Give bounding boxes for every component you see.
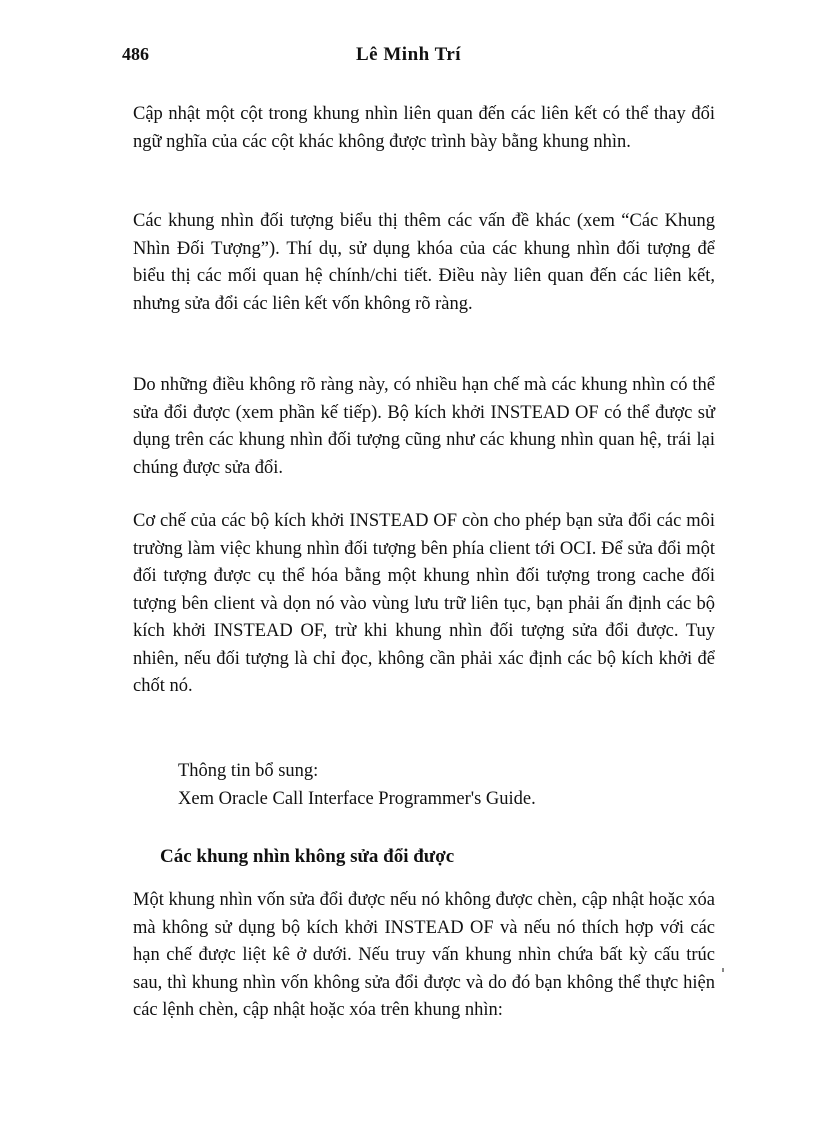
paragraph-2 — [133, 208, 715, 318]
paragraph-3 — [133, 372, 715, 482]
running-title: Lê Minh Trí — [356, 44, 462, 65]
paragraph-text: Do những điều không rõ ràng này, có nhiều hạn chế mà các khung nhìn có thể sửa đổi được (xem phần kế tiếp). Bộ kích khởi INSTEAD OF có thể được sử dụng trên các khung nhìn đối tượng cũng như các khung nhìn quan hệ, trái lại chúng được sửa đổi. — [133, 375, 715, 478]
paragraph-text: Các khung nhìn đối tượng biểu thị thêm các vấn đề khác (xem “Các Khung Nhìn Đối Tượng”). Thí dụ, sử dụng khóa của các khung nhìn đối tượng để biểu thị các mối quan hệ chính/chi tiết. Điều này liên quan đến các liên kết, nhưng sửa đổi các liên kết vốn không rõ ràng. — [133, 211, 715, 314]
paragraph-4 — [133, 508, 715, 701]
page-number: 486 — [122, 44, 149, 64]
section-paragraph — [133, 887, 715, 1025]
scan-artifact — [722, 968, 724, 972]
paragraph-1 — [133, 101, 715, 156]
note-label: Thông tin bổ sung: — [178, 761, 319, 781]
paragraph-text: Cơ chế của các bộ kích khởi INSTEAD OF còn cho phép bạn sửa đổi các môi trường làm việc khung nhìn đối tượng bên phía client tới OCI. Để sửa đổi một đối tượng được cụ thể hóa bằng một khung nhìn đối tượng trong cache đối tượng bên client và dọn nó vào vùng lưu trữ liên tục, bạn phải ấn định các bộ kích khởi INSTEAD OF, trừ khi khung nhìn đối tượng sửa đổi được. Tuy nhiên, nếu đối tượng là chỉ đọc, không cần phải xác định các bộ kích khởi để chốt nó. — [133, 511, 715, 696]
paragraph-text: Cập nhật một cột trong khung nhìn liên quan đến các liên kết có thể thay đổi ngữ nghĩa của các cột khác không được trình bày bằng khung nhìn. — [133, 104, 715, 152]
supplementary-note — [178, 757, 536, 813]
note-text: Xem Oracle Call Interface Programmer's Guide. — [178, 789, 536, 809]
section-heading: Các khung nhìn không sửa đổi được — [160, 846, 455, 867]
page-header — [122, 44, 722, 74]
paragraph-text: Một khung nhìn vốn sửa đổi được nếu nó không được chèn, cập nhật hoặc xóa mà không sử dụng bộ kích khởi INSTEAD OF và nếu nó thích hợp với các hạn chế được liệt kê ở dưới. Nếu truy vấn khung nhìn chứa bất kỳ cấu trúc sau, thì khung nhìn vốn không sửa đổi được và do đó bạn không thể thực hiện các lệnh chèn, cập nhật hoặc xóa trên khung nhìn: — [133, 890, 715, 1020]
